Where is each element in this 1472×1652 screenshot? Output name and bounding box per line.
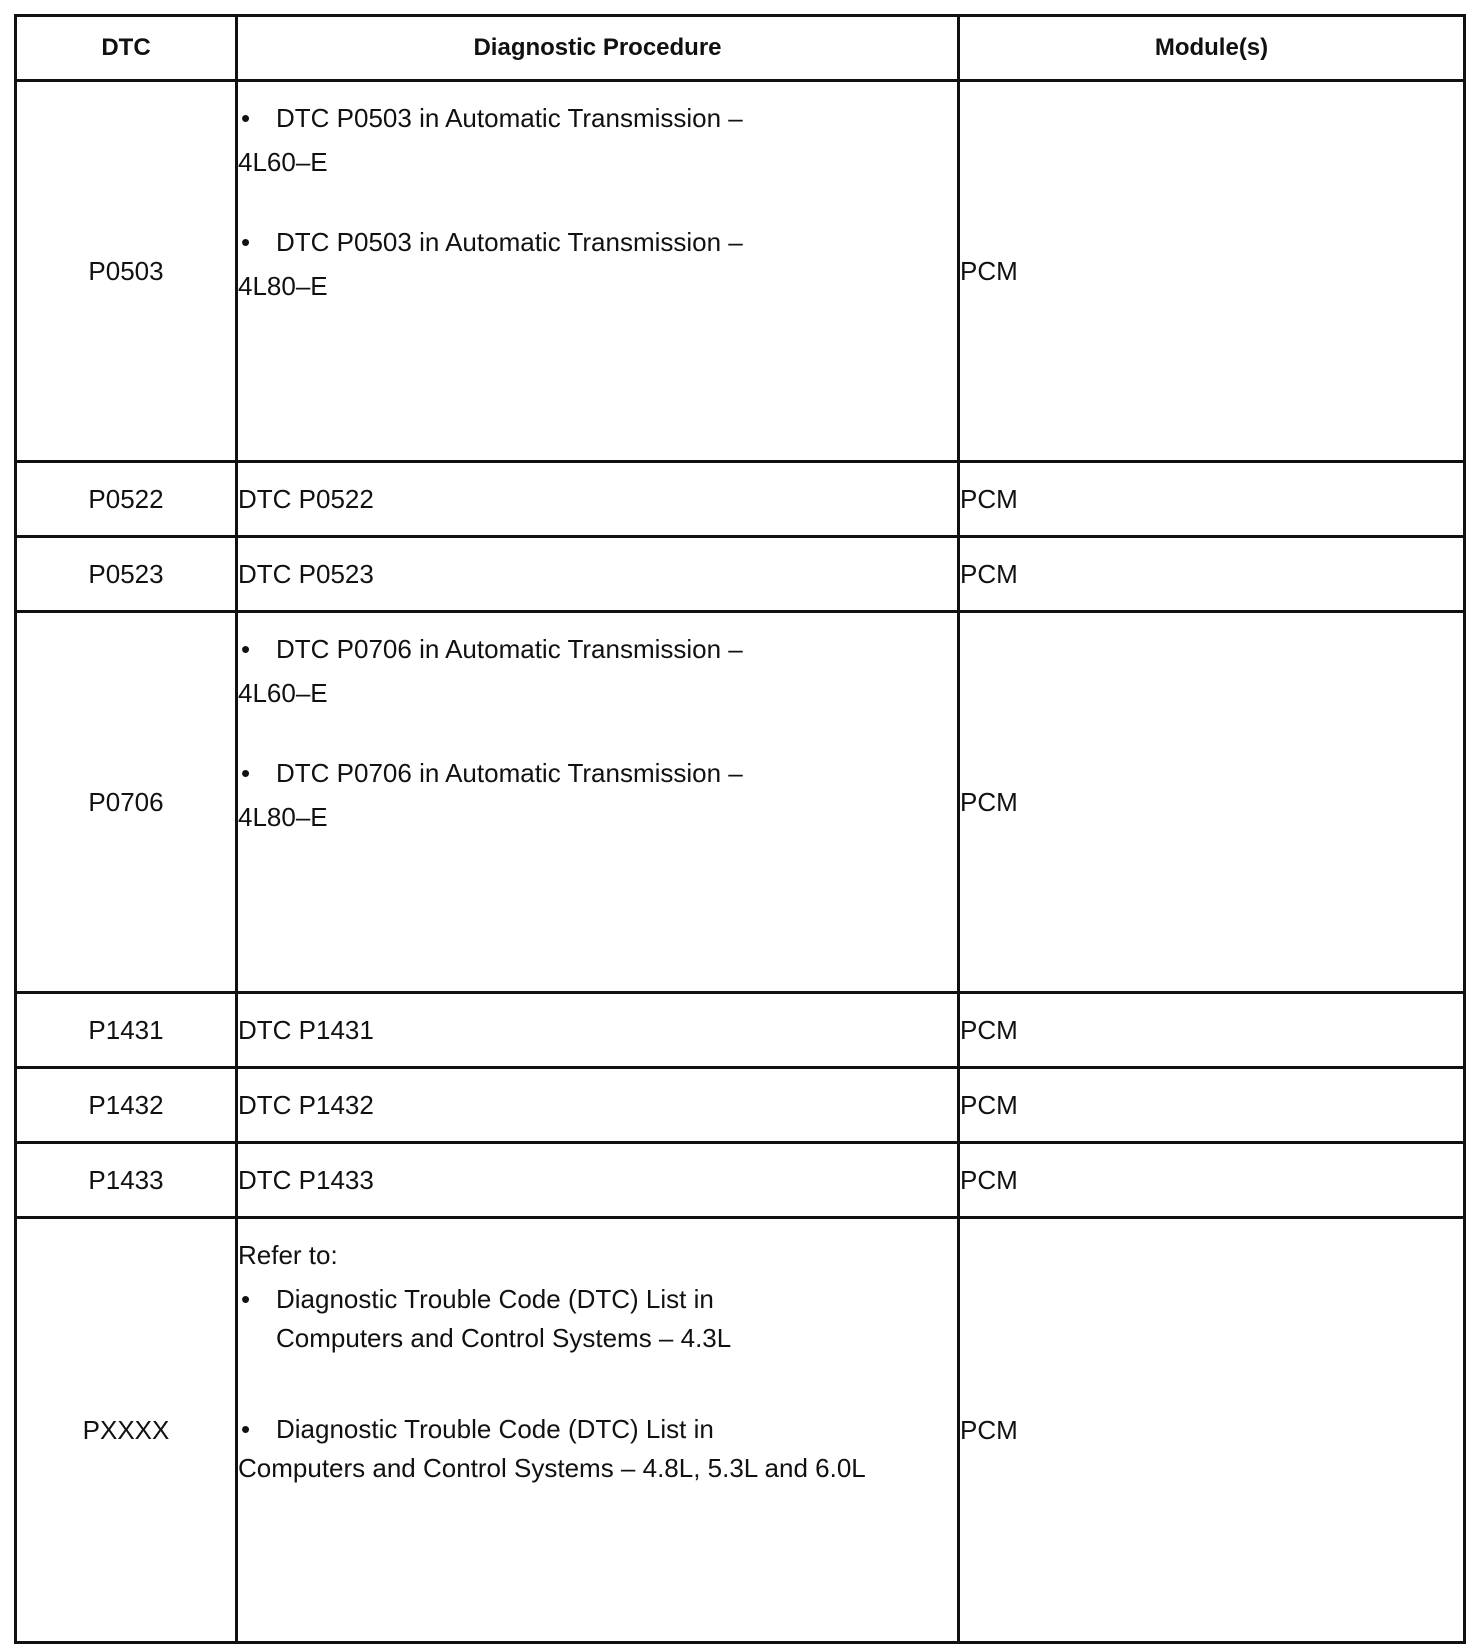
table-row-p0706: [16, 612, 1465, 993]
procedure-link[interactable]: DTC P1433: [237, 1143, 959, 1218]
procedure-link[interactable]: DTC P0503 in Automatic Transmission –: [276, 227, 743, 257]
header-modules: Module(s): [959, 16, 1465, 81]
table-row-p1433: [16, 1143, 1465, 1218]
procedure-link-continuation[interactable]: 4L80–E: [238, 802, 328, 832]
bullet-icon: •: [241, 227, 251, 257]
bullet-icon: •: [241, 1414, 251, 1444]
table-row-p0523: [16, 537, 1465, 612]
table-row-p0503: [16, 81, 1465, 462]
procedure-link[interactable]: DTC P0706 in Automatic Transmission –: [276, 758, 743, 788]
header-row: [16, 16, 1465, 81]
module-cell: PCM: [959, 993, 1465, 1068]
dtc-code: P0706: [16, 612, 237, 993]
procedure-link-continuation[interactable]: Computers and Control Systems – 4.3L: [276, 1323, 732, 1353]
module-cell: PCM: [959, 612, 1465, 993]
procedure-link[interactable]: DTC P1431: [237, 993, 959, 1068]
table-row-p0522: [16, 462, 1465, 537]
procedure-link-continuation[interactable]: Computers and Control Systems – 4.8L, 5.3L and 6.0L: [238, 1453, 866, 1483]
module-cell: PCM: [959, 1068, 1465, 1143]
table-row-pxxxx: [16, 1218, 1465, 1643]
bullet-icon: •: [241, 1284, 251, 1314]
header-dtc: DTC: [16, 16, 237, 81]
procedure-link[interactable]: DTC P0522: [237, 462, 959, 537]
dtc-code: PXXXX: [16, 1218, 237, 1643]
table-row-p1431: [16, 993, 1465, 1068]
dtc-code: P1431: [16, 993, 237, 1068]
procedure-link[interactable]: Diagnostic Trouble Code (DTC) List in: [276, 1414, 714, 1444]
procedure-link-continuation[interactable]: 4L60–E: [238, 678, 328, 708]
module-cell: PCM: [959, 1218, 1465, 1643]
dtc-code: P0503: [16, 81, 237, 462]
dtc-code: P0522: [16, 462, 237, 537]
procedure-link[interactable]: Diagnostic Trouble Code (DTC) List in: [276, 1284, 714, 1314]
dtc-code: P1433: [16, 1143, 237, 1218]
module-cell: PCM: [959, 537, 1465, 612]
diagnostic-procedure-cell: [237, 612, 959, 993]
procedure-link[interactable]: DTC P0706 in Automatic Transmission –: [276, 634, 743, 664]
module-cell: PCM: [959, 1143, 1465, 1218]
header-diagnostic-procedure: Diagnostic Procedure: [237, 16, 959, 81]
procedure-link[interactable]: DTC P1432: [237, 1068, 959, 1143]
procedure-link-continuation[interactable]: 4L80–E: [238, 271, 328, 301]
bullet-icon: •: [241, 758, 251, 788]
diagnostic-procedure-cell: [237, 81, 959, 462]
procedure-link-continuation[interactable]: 4L60–E: [238, 147, 328, 177]
refer-to-label: Refer to:: [238, 1240, 338, 1270]
bullet-icon: •: [241, 634, 251, 664]
procedure-link[interactable]: DTC P0503 in Automatic Transmission –: [276, 103, 743, 133]
bullet-icon: •: [241, 103, 251, 133]
module-cell: PCM: [959, 81, 1465, 462]
module-cell: PCM: [959, 462, 1465, 537]
dtc-table: [14, 14, 1466, 1644]
procedure-link[interactable]: DTC P0523: [237, 537, 959, 612]
dtc-code: P0523: [16, 537, 237, 612]
dtc-code: P1432: [16, 1068, 237, 1143]
diagnostic-procedure-cell: [237, 1218, 959, 1643]
table-row-p1432: [16, 1068, 1465, 1143]
